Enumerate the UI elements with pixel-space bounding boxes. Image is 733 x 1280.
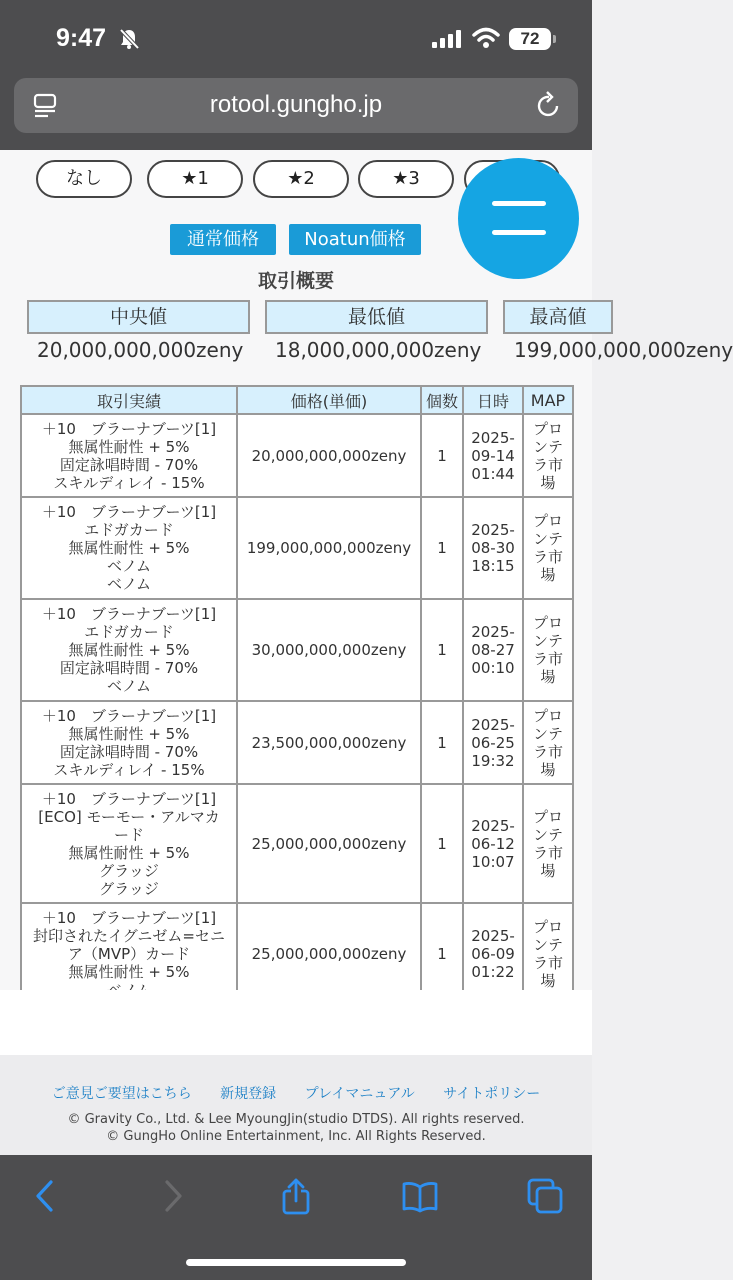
cell-count: 1 [421, 599, 463, 701]
filter-star2-button[interactable]: ★2 [253, 160, 349, 198]
menu-icon-line [492, 201, 546, 206]
cell-item-details: ＋10 ブラーナブーツ[1] エドガカード 無属性耐性 + 5% ベノム ベノム [21, 497, 237, 599]
col-header-count: 個数 [421, 386, 463, 414]
cell-date: 2025- 06-25 19:32 [463, 701, 523, 784]
footer-links [0, 1083, 592, 1103]
page-content [0, 150, 733, 990]
summary-title: 取引概要 [257, 270, 334, 292]
tab-normal-price[interactable]: 通常価格 [170, 224, 276, 255]
table-row [21, 701, 573, 784]
footer-link-policy[interactable]: サイトポリシー [443, 1086, 541, 1102]
cell-date: 2025- 09-14 01:44 [463, 414, 523, 497]
cellular-signal-icon [432, 30, 464, 48]
filter-star3-button[interactable]: ★3 [358, 160, 454, 198]
stat-max-value: 199,000,000,000zeny [514, 338, 733, 362]
col-header-trade: 取引実績 [21, 386, 237, 414]
stat-min-value: 18,000,000,000zeny [275, 338, 482, 362]
cell-price: 30,000,000,000zeny [237, 599, 421, 701]
stat-min-label: 最低値 [265, 300, 488, 334]
cell-price: 199,000,000,000zeny [237, 497, 421, 599]
copyright-gungho: © GungHo Online Entertainment, Inc. All Rights Reserved. [106, 1129, 486, 1144]
menu-icon-line [492, 230, 546, 235]
cell-map: プロ ンテ ラ市 場 [523, 599, 573, 701]
battery-indicator: 72 [509, 28, 551, 50]
cell-date: 2025- 08-27 00:10 [463, 599, 523, 701]
table-header-row [21, 386, 573, 414]
cell-count: 1 [421, 701, 463, 784]
cell-map: プロ ンテ ラ市 場 [523, 414, 573, 497]
cell-map: プロ ンテ ラ市 場 [523, 497, 573, 599]
table-row [21, 414, 573, 497]
cell-item-details: ＋10 ブラーナブーツ[1] エドガカード 無属性耐性 + 5% 固定詠唱時間 - 70% ベノム [21, 599, 237, 701]
tabs-icon[interactable] [526, 1177, 564, 1215]
tab-noatun-price[interactable]: Noatun価格 [289, 224, 421, 255]
share-icon[interactable] [277, 1177, 315, 1215]
cell-price: 25,000,000,000zeny [237, 784, 421, 903]
table-row [21, 784, 573, 903]
site-footer [0, 1055, 592, 1155]
menu-button[interactable] [458, 158, 579, 279]
reload-icon[interactable] [536, 91, 562, 119]
cell-date: 2025- 08-30 18:15 [463, 497, 523, 599]
col-header-price: 価格(単価) [237, 386, 421, 414]
cell-count: 1 [421, 414, 463, 497]
stat-max-label: 最高値 [503, 300, 613, 334]
home-indicator [186, 1259, 406, 1266]
cell-map: プロ ンテ ラ市 場 [523, 701, 573, 784]
cell-count: 1 [421, 903, 463, 1005]
page-spacer [0, 990, 592, 1055]
cell-item-details: ＋10 ブラーナブーツ[1] 無属性耐性 + 5% 固定詠唱時間 - 70% スキルディレイ - 15% [21, 701, 237, 784]
cell-item-details: ＋10 ブラーナブーツ[1] 無属性耐性 + 5% 固定詠唱時間 - 70% スキルディレイ - 15% [21, 414, 237, 497]
table-row [21, 599, 573, 701]
browser-top-chrome [0, 0, 592, 150]
footer-link-register[interactable]: 新規登録 [220, 1086, 277, 1102]
cell-date: 2025- 06-09 01:22 [463, 903, 523, 1005]
filter-none-button[interactable]: なし [36, 160, 132, 198]
cell-count: 1 [421, 784, 463, 903]
cell-price: 23,500,000,000zeny [237, 701, 421, 784]
col-header-map: MAP [523, 386, 573, 414]
bell-off-icon [118, 28, 140, 50]
filter-star1-button[interactable]: ★1 [147, 160, 243, 198]
forward-icon[interactable] [154, 1177, 192, 1215]
cell-price: 20,000,000,000zeny [237, 414, 421, 497]
bookmarks-icon[interactable] [401, 1177, 439, 1215]
url-bar[interactable] [14, 78, 578, 133]
copyright-gravity: © Gravity Co., Ltd. & Lee MyoungJin(studio DTDS). All rights reserved. [67, 1112, 525, 1127]
cell-map: プロ ンテ ラ市 場 [523, 784, 573, 903]
status-time: 9:47 [56, 24, 107, 52]
cell-item-details: ＋10 ブラーナブーツ[1] 封印されたイグニゼム=セニ ア（MVP）カード 無属性耐性 + 5% [21, 903, 237, 1005]
wifi-icon [472, 27, 500, 49]
back-icon[interactable] [26, 1177, 64, 1215]
col-header-date: 日時 [463, 386, 523, 414]
table-row [21, 497, 573, 599]
cell-count: 1 [421, 497, 463, 599]
stat-median-value: 20,000,000,000zeny [37, 338, 244, 362]
cell-price: 25,000,000,000zeny [237, 903, 421, 1005]
trade-history-table [20, 385, 574, 1006]
cell-map: プロ ンテ ラ市 場 [523, 903, 573, 1005]
stat-median-label: 中央値 [27, 300, 250, 334]
footer-link-manual[interactable]: プレイマニュアル [304, 1086, 415, 1102]
cell-item-details: ＋10 ブラーナブーツ[1] [ECO] モーモー・アルマカ ード 無属性耐性 + 5% グラッジ グラッジ [21, 784, 237, 903]
table-body [21, 414, 573, 1005]
footer-link-feedback[interactable]: ご意見ご要望はこちら [51, 1086, 192, 1102]
cell-date: 2025- 06-12 10:07 [463, 784, 523, 903]
url-text[interactable]: rotool.gungho.jp [209, 91, 383, 118]
